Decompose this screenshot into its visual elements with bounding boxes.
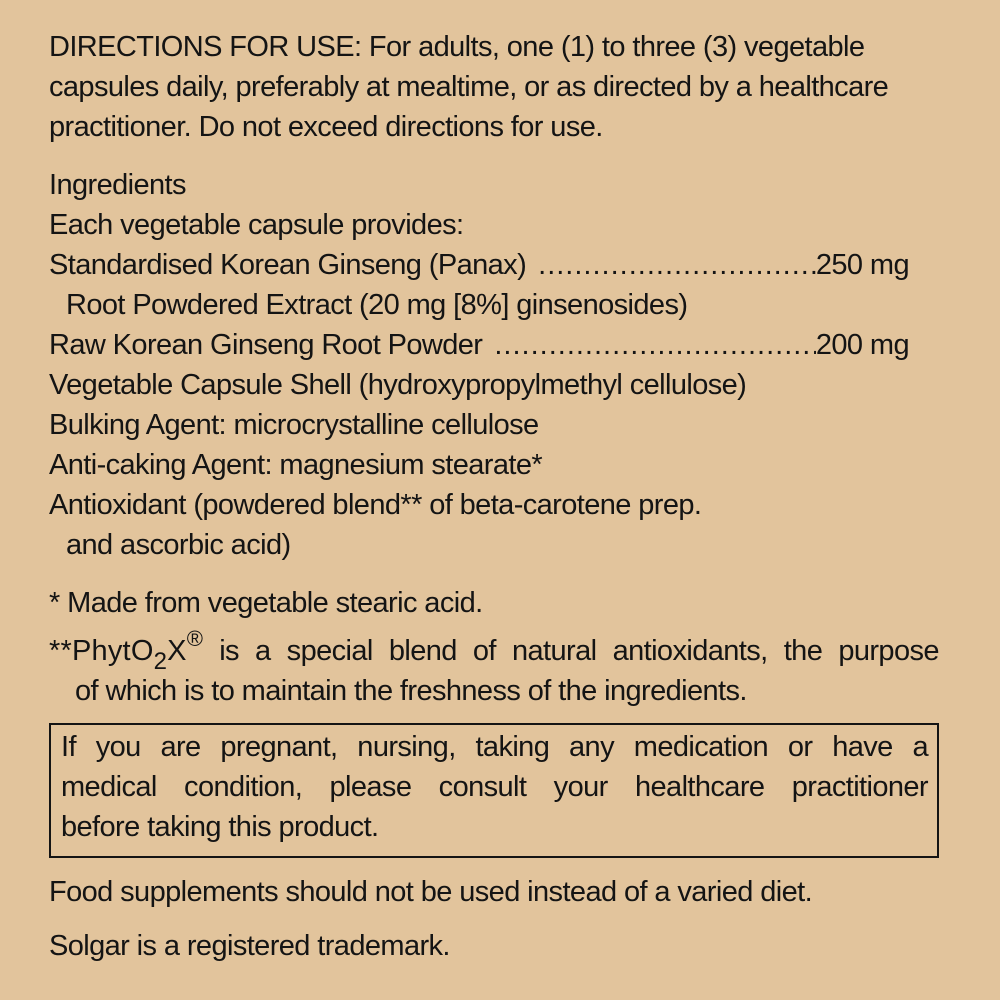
footnote-phyto-line-1 bbox=[49, 623, 939, 675]
brand-name-start: PhytO bbox=[71, 635, 154, 667]
ingredient-name: Raw Korean Ginseng Root Powder bbox=[49, 329, 483, 361]
brand-subscript: 2 bbox=[153, 648, 168, 675]
warning-line-3: before taking this product. bbox=[61, 811, 379, 843]
double-asterisk: ** bbox=[49, 635, 72, 667]
ingredients-subheading: Each vegetable capsule provides: bbox=[49, 209, 464, 241]
footnotes-section bbox=[49, 583, 939, 711]
brand-name-end: X bbox=[167, 635, 187, 667]
phyto-word: of bbox=[472, 635, 496, 667]
ingredient-row-raw-powder bbox=[49, 325, 909, 365]
ingredient-amount: 200 mg bbox=[815, 329, 909, 361]
phyto-word: the bbox=[783, 635, 823, 667]
directions-line-1: DIRECTIONS FOR USE: For adults, one (1) to three (3) vegetable bbox=[49, 31, 865, 63]
dot-leader bbox=[538, 245, 816, 285]
trademark-notice: Solgar is a registered trademark. bbox=[49, 930, 450, 962]
warning-box bbox=[49, 723, 939, 858]
ingredient-row-extract bbox=[49, 245, 909, 285]
footnote-phyto-line-2: of which is to maintain the freshness of the ingredients. bbox=[75, 675, 747, 707]
directions-line-2: capsules daily, preferably at mealtime, or as directed by a healthcare bbox=[49, 71, 889, 103]
directions-line-3: practitioner. Do not exceed directions for use. bbox=[49, 111, 603, 143]
ingredient-detail: Root Powdered Extract (20 mg [8%] ginsenosides) bbox=[66, 289, 688, 321]
warning-line-1: If you are pregnant, nursing, taking any medication or have a bbox=[61, 731, 928, 763]
phyto-word: blend bbox=[388, 635, 457, 667]
diet-notice: Food supplements should not be used instead of a varied diet. bbox=[49, 876, 813, 908]
ingredient-bulking-agent: Bulking Agent: microcrystalline cellulose bbox=[49, 409, 539, 441]
dot-leader bbox=[494, 325, 816, 365]
phyto-word: purpose bbox=[838, 635, 939, 667]
ingredient-antioxidant-line-1: Antioxidant (powdered blend** of beta-carotene prep. bbox=[49, 489, 702, 521]
phyto-word: natural bbox=[512, 635, 597, 667]
ingredients-heading: Ingredients bbox=[49, 169, 186, 201]
registered-mark: ® bbox=[186, 626, 204, 651]
ingredient-anti-caking-agent: Anti-caking Agent: magnesium stearate* bbox=[49, 449, 543, 481]
directions-section bbox=[49, 27, 939, 147]
phyto-word: is bbox=[219, 635, 239, 667]
ingredient-amount: 250 mg bbox=[815, 249, 909, 281]
ingredient-antioxidant-line-2: and ascorbic acid) bbox=[66, 529, 291, 561]
phyto-word: a bbox=[255, 635, 271, 667]
footnote-stearic-acid: * Made from vegetable stearic acid. bbox=[49, 587, 483, 619]
supplement-label bbox=[49, 27, 939, 966]
ingredient-capsule-shell: Vegetable Capsule Shell (hydroxypropylmethyl cellulose) bbox=[49, 369, 747, 401]
phyto-word: antioxidants, bbox=[612, 635, 768, 667]
ingredient-name: Standardised Korean Ginseng (Panax) bbox=[49, 249, 527, 281]
ingredients-section bbox=[49, 165, 939, 565]
phyto-word: special bbox=[286, 635, 373, 667]
warning-line-2: medical condition, please consult your healthcare practitioner bbox=[61, 771, 928, 803]
phyto-brand-mark bbox=[49, 626, 204, 675]
